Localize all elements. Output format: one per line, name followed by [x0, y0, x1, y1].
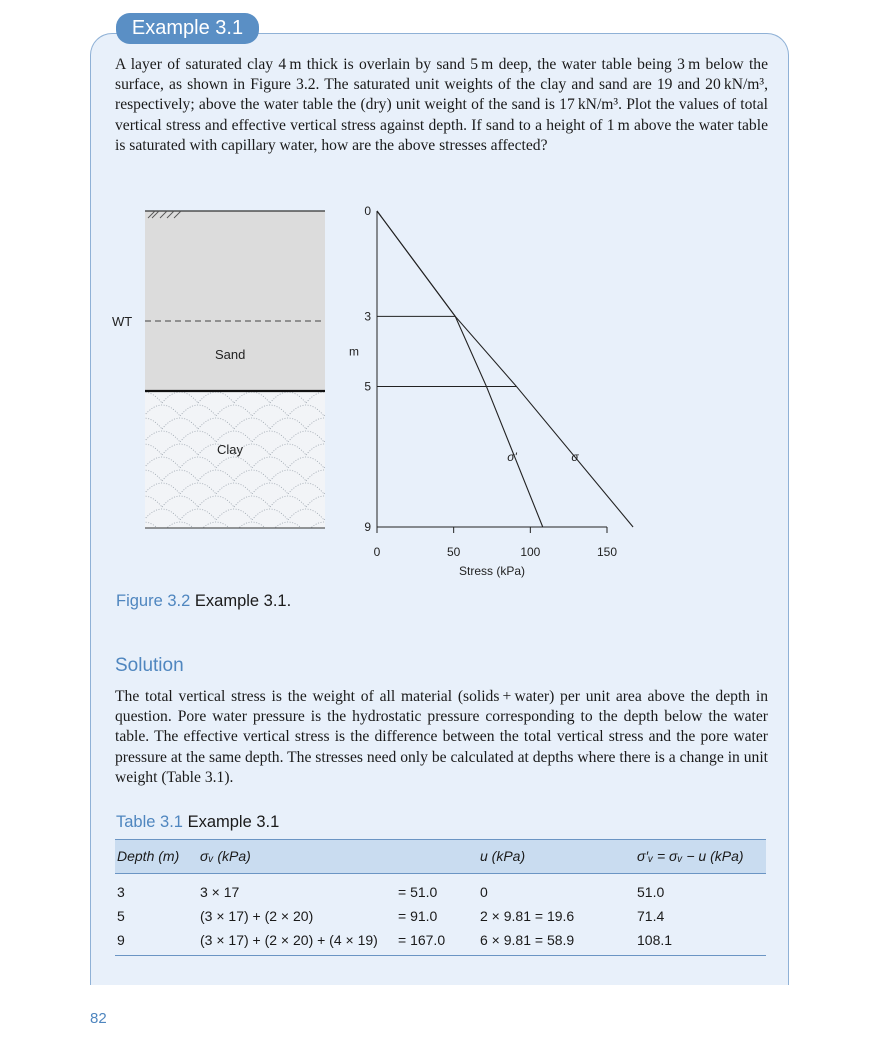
- cell-calc: (3 × 17) + (2 × 20) + (4 × 19): [200, 932, 378, 948]
- clay-label: Clay: [217, 442, 244, 457]
- figure-caption: [116, 592, 291, 611]
- page-number: 82: [90, 1010, 107, 1027]
- x-axis-label: Stress (kPa): [458, 564, 526, 578]
- cell-depth: 3: [117, 884, 125, 900]
- x-tick-label: 0: [373, 545, 381, 559]
- cell-calc: (3 × 17) + (2 × 20): [200, 908, 314, 924]
- effective-stress-line: [377, 211, 543, 527]
- y-tick-label: 3: [364, 309, 371, 324]
- cell-eff: 108.1: [637, 932, 673, 948]
- cell-u: 2 × 9.81 = 19.6: [480, 908, 575, 924]
- cell-calc: 3 × 17: [200, 884, 240, 900]
- total-stress-line: [377, 211, 633, 527]
- header-depth: Depth (m): [117, 848, 180, 864]
- water-table-label: WT: [112, 314, 133, 329]
- soil-profile: [112, 211, 325, 528]
- cell-sigma: = 91.0: [398, 908, 438, 924]
- effective-stress-series-label: σ': [507, 449, 517, 464]
- cell-u: 0: [480, 884, 488, 900]
- table-caption-text: Example 3.1: [187, 813, 280, 831]
- sand-label: Sand: [215, 347, 246, 362]
- table-caption: [116, 813, 279, 832]
- x-tick-label: 100: [520, 545, 541, 559]
- x-tick-label: 50: [446, 545, 461, 559]
- x-tick-label: 150: [596, 545, 618, 559]
- header-total-stress: σᵥ (kPa): [200, 848, 251, 864]
- cell-eff: 71.4: [637, 908, 665, 924]
- y-tick-label: 5: [364, 379, 371, 394]
- figure-caption-text: Example 3.1.: [194, 592, 292, 610]
- table-row: [115, 884, 766, 908]
- cell-depth: 9: [117, 932, 125, 948]
- header-effective-stress: σ′ᵥ = σᵥ − u (kPa): [637, 848, 744, 864]
- cell-sigma: = 167.0: [398, 932, 446, 948]
- problem-text: A layer of saturated clay 4 m thick is overlain by sand 5 m deep, the water table being 3 m below the surface, as shown in Figure 3.2. The saturated unit weights of the clay and sand are 19 and 20 kN/m³, respectively; above the water table the (dry) unit weight of the sand is 17 kN/m³. Plot the values of total vertical stress and effective vertical stress against depth. If sand to a height of 1 m above the water table is saturated with capillary water, how are the above stresses affected?: [115, 56, 768, 154]
- table-row: [115, 908, 766, 932]
- y-axis-label: m: [349, 344, 359, 359]
- solution-text: The total vertical stress is the weight of all material (solids + water) per unit area above the depth in question. Pore water pressure is the hydrostatic pressure corresponding to the depth below the water table. The effective vertical stress is the difference between the total vertical stress and the pore water pressure at the same depth. The stresses need only be calculated at depths where there is a change in unit weight (Table 3.1).: [115, 688, 768, 786]
- table-header: [115, 839, 766, 874]
- stress-depth-chart: [349, 204, 633, 578]
- total-stress-series-label: σ: [571, 449, 579, 464]
- table-row: [115, 932, 766, 956]
- cell-eff: 51.0: [637, 884, 665, 900]
- y-tick-label: 9: [364, 520, 371, 534]
- table-caption-label: Table 3.1: [116, 813, 183, 831]
- sand-layer: [145, 211, 325, 391]
- cell-depth: 5: [117, 908, 125, 924]
- y-tick-label: 0: [364, 204, 371, 218]
- figure-caption-label: Figure 3.2: [116, 592, 191, 610]
- example-title: Example 3.1: [116, 13, 259, 44]
- header-pore-pressure: u (kPa): [480, 848, 526, 864]
- clay-layer: [145, 391, 325, 528]
- table-bottom-rule: [115, 955, 766, 956]
- cell-u: 6 × 9.81 = 58.9: [480, 932, 575, 948]
- cell-sigma: = 51.0: [398, 884, 438, 900]
- solution-heading: Solution: [115, 655, 184, 676]
